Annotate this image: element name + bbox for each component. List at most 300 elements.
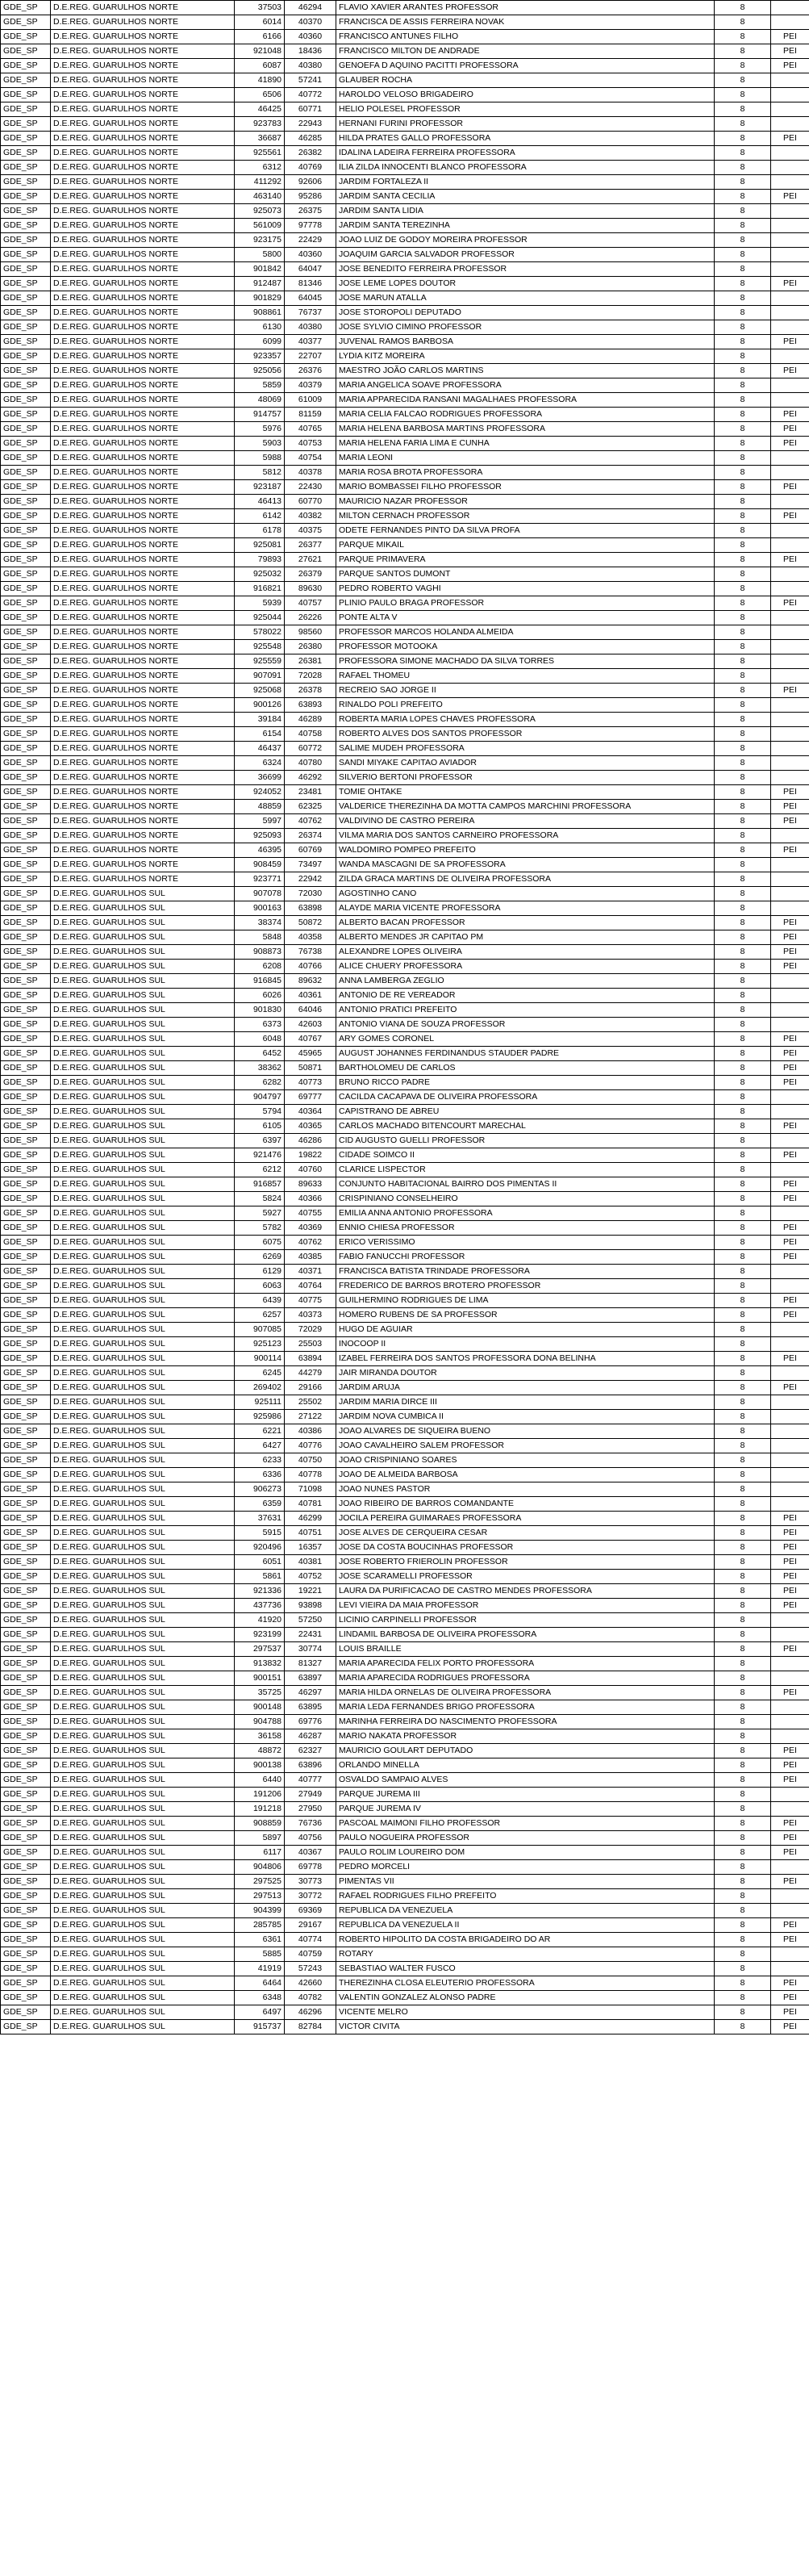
regional-directorate-cell: D.E.REG. GUARULHOS SUL [51, 1192, 235, 1206]
quantity-cell: 8 [715, 1700, 771, 1715]
school-name-cell: MARIA ANGELICA SOAVE PROFESSORA [336, 378, 715, 393]
unit-code-cell: 26374 [285, 829, 336, 843]
pei-flag-cell [771, 538, 809, 553]
school-code-cell: 924052 [235, 785, 285, 800]
unit-code-cell: 50872 [285, 916, 336, 930]
unit-code-cell: 40760 [285, 1163, 336, 1177]
school-code-cell: 35725 [235, 1686, 285, 1700]
network-cell: GDE_SP [1, 291, 51, 306]
pei-flag-cell [771, 654, 809, 669]
school-code-cell: 297525 [235, 1875, 285, 1889]
pei-flag-cell: PEI [771, 1294, 809, 1308]
school-name-cell: WANDA MASCAGNI DE SA PROFESSORA [336, 858, 715, 872]
pei-flag-cell [771, 611, 809, 625]
pei-flag-cell [771, 1439, 809, 1453]
table-row [1, 320, 809, 335]
table-row [1, 1206, 809, 1221]
unit-code-cell: 72030 [285, 887, 336, 901]
table-row [1, 1279, 809, 1294]
pei-flag-cell [771, 1410, 809, 1424]
regional-directorate-cell: D.E.REG. GUARULHOS NORTE [51, 509, 235, 524]
quantity-cell: 8 [715, 1512, 771, 1526]
quantity-cell: 8 [715, 422, 771, 437]
pei-flag-cell [771, 161, 809, 175]
pei-flag-cell: PEI [771, 277, 809, 291]
school-name-cell: REPUBLICA DA VENEZUELA II [336, 1918, 715, 1933]
unit-code-cell: 40762 [285, 1236, 336, 1250]
school-code-cell: 907085 [235, 1323, 285, 1337]
unit-code-cell: 40381 [285, 1555, 336, 1570]
pei-flag-cell: PEI [771, 335, 809, 349]
quantity-cell: 8 [715, 1148, 771, 1163]
table-row [1, 1555, 809, 1570]
network-cell: GDE_SP [1, 1134, 51, 1148]
school-name-cell: MARIA LEONI [336, 451, 715, 466]
pei-flag-cell: PEI [771, 785, 809, 800]
regional-directorate-cell: D.E.REG. GUARULHOS SUL [51, 1294, 235, 1308]
regional-directorate-cell: D.E.REG. GUARULHOS NORTE [51, 727, 235, 742]
school-code-cell: 6257 [235, 1308, 285, 1323]
table-row [1, 1700, 809, 1715]
quantity-cell: 8 [715, 901, 771, 916]
unit-code-cell: 46296 [285, 2005, 336, 2020]
school-name-cell: JARDIM SANTA CECILIA [336, 190, 715, 204]
quantity-cell: 8 [715, 1177, 771, 1192]
school-name-cell: CRISPINIANO CONSELHEIRO [336, 1192, 715, 1206]
school-code-cell: 925986 [235, 1410, 285, 1424]
network-cell: GDE_SP [1, 945, 51, 960]
school-name-cell: VALDERICE THEREZINHA DA MOTTA CAMPOS MARCHINI PROFESSORA [336, 800, 715, 814]
pei-flag-cell: PEI [771, 1236, 809, 1250]
quantity-cell: 8 [715, 1032, 771, 1047]
regional-directorate-cell: D.E.REG. GUARULHOS NORTE [51, 30, 235, 44]
network-cell: GDE_SP [1, 1947, 51, 1962]
unit-code-cell: 40379 [285, 378, 336, 393]
regional-directorate-cell: D.E.REG. GUARULHOS SUL [51, 989, 235, 1003]
unit-code-cell: 60769 [285, 843, 336, 858]
school-name-cell: PEDRO ROBERTO VAGHI [336, 582, 715, 596]
unit-code-cell: 40370 [285, 15, 336, 30]
unit-code-cell: 64045 [285, 291, 336, 306]
unit-code-cell: 98560 [285, 625, 336, 640]
table-row [1, 1613, 809, 1628]
unit-code-cell: 26377 [285, 538, 336, 553]
school-code-cell: 921048 [235, 44, 285, 59]
unit-code-cell: 63897 [285, 1671, 336, 1686]
quantity-cell: 8 [715, 1119, 771, 1134]
unit-code-cell: 63896 [285, 1758, 336, 1773]
regional-directorate-cell: D.E.REG. GUARULHOS NORTE [51, 698, 235, 713]
school-code-cell: 6233 [235, 1453, 285, 1468]
school-code-cell: 5988 [235, 451, 285, 466]
quantity-cell: 8 [715, 1482, 771, 1497]
pei-flag-cell [771, 1947, 809, 1962]
regional-directorate-cell: D.E.REG. GUARULHOS NORTE [51, 800, 235, 814]
table-row [1, 1, 809, 15]
network-cell: GDE_SP [1, 509, 51, 524]
school-code-cell: 900138 [235, 1758, 285, 1773]
unit-code-cell: 60770 [285, 495, 336, 509]
school-name-cell: SANDI MIYAKE CAPITAO AVIADOR [336, 756, 715, 771]
unit-code-cell: 89633 [285, 1177, 336, 1192]
pei-flag-cell [771, 1279, 809, 1294]
network-cell: GDE_SP [1, 611, 51, 625]
regional-directorate-cell: D.E.REG. GUARULHOS NORTE [51, 872, 235, 887]
table-row [1, 1526, 809, 1541]
quantity-cell: 8 [715, 1991, 771, 2005]
school-code-cell: 6026 [235, 989, 285, 1003]
school-code-cell: 925561 [235, 146, 285, 161]
school-name-cell: JOAO DE ALMEIDA BARBOSA [336, 1468, 715, 1482]
quantity-cell: 8 [715, 1860, 771, 1875]
network-cell: GDE_SP [1, 1148, 51, 1163]
table-row [1, 88, 809, 102]
table-row [1, 916, 809, 930]
regional-directorate-cell: D.E.REG. GUARULHOS NORTE [51, 59, 235, 73]
quantity-cell: 8 [715, 1192, 771, 1206]
school-name-cell: FRANCISCA DE ASSIS FERREIRA NOVAK [336, 15, 715, 30]
quantity-cell: 8 [715, 524, 771, 538]
unit-code-cell: 89630 [285, 582, 336, 596]
school-code-cell: 5800 [235, 248, 285, 262]
table-row [1, 930, 809, 945]
pei-flag-cell [771, 1700, 809, 1715]
school-name-cell: LICINIO CARPINELLI PROFESSOR [336, 1613, 715, 1628]
school-code-cell: 5903 [235, 437, 285, 451]
school-name-cell: MARIO BOMBASSEI FILHO PROFESSOR [336, 480, 715, 495]
regional-directorate-cell: D.E.REG. GUARULHOS SUL [51, 1962, 235, 1976]
network-cell: GDE_SP [1, 204, 51, 219]
regional-directorate-cell: D.E.REG. GUARULHOS NORTE [51, 132, 235, 146]
school-code-cell: 925056 [235, 364, 285, 378]
regional-directorate-cell: D.E.REG. GUARULHOS NORTE [51, 495, 235, 509]
regional-directorate-cell: D.E.REG. GUARULHOS SUL [51, 1860, 235, 1875]
pei-flag-cell [771, 320, 809, 335]
network-cell: GDE_SP [1, 1846, 51, 1860]
school-code-cell: 901842 [235, 262, 285, 277]
unit-code-cell: 19822 [285, 1148, 336, 1163]
regional-directorate-cell: D.E.REG. GUARULHOS SUL [51, 1700, 235, 1715]
school-name-cell: THEREZINHA CLOSA ELEUTERIO PROFESSORA [336, 1976, 715, 1991]
school-code-cell: 5859 [235, 378, 285, 393]
quantity-cell: 8 [715, 495, 771, 509]
quantity-cell: 8 [715, 1337, 771, 1352]
network-cell: GDE_SP [1, 1090, 51, 1105]
quantity-cell: 8 [715, 146, 771, 161]
regional-directorate-cell: D.E.REG. GUARULHOS NORTE [51, 756, 235, 771]
unit-code-cell: 46297 [285, 1686, 336, 1700]
table-row [1, 654, 809, 669]
table-row [1, 1831, 809, 1846]
quantity-cell: 8 [715, 872, 771, 887]
network-cell: GDE_SP [1, 1555, 51, 1570]
pei-flag-cell: PEI [771, 1846, 809, 1860]
regional-directorate-cell: D.E.REG. GUARULHOS SUL [51, 2005, 235, 2020]
school-list-body [1, 1, 809, 2034]
network-cell: GDE_SP [1, 1744, 51, 1758]
network-cell: GDE_SP [1, 1236, 51, 1250]
network-cell: GDE_SP [1, 1279, 51, 1294]
quantity-cell: 8 [715, 1308, 771, 1323]
pei-flag-cell [771, 393, 809, 408]
network-cell: GDE_SP [1, 1904, 51, 1918]
unit-code-cell: 40382 [285, 509, 336, 524]
school-code-cell: 923357 [235, 349, 285, 364]
pei-flag-cell: PEI [771, 1308, 809, 1323]
regional-directorate-cell: D.E.REG. GUARULHOS SUL [51, 1439, 235, 1453]
table-row [1, 495, 809, 509]
school-name-cell: HILDA PRATES GALLO PROFESSORA [336, 132, 715, 146]
regional-directorate-cell: D.E.REG. GUARULHOS SUL [51, 1279, 235, 1294]
network-cell: GDE_SP [1, 1875, 51, 1889]
school-name-cell: CLARICE LISPECTOR [336, 1163, 715, 1177]
table-row [1, 1410, 809, 1424]
regional-directorate-cell: D.E.REG. GUARULHOS SUL [51, 974, 235, 989]
unit-code-cell: 46287 [285, 1729, 336, 1744]
quantity-cell: 8 [715, 1439, 771, 1453]
unit-code-cell: 60771 [285, 102, 336, 117]
table-row [1, 1788, 809, 1802]
school-name-cell: JARDIM FORTALEZA II [336, 175, 715, 190]
regional-directorate-cell: D.E.REG. GUARULHOS SUL [51, 1236, 235, 1250]
school-code-cell: 48859 [235, 800, 285, 814]
pei-flag-cell: PEI [771, 437, 809, 451]
regional-directorate-cell: D.E.REG. GUARULHOS SUL [51, 1381, 235, 1395]
regional-directorate-cell: D.E.REG. GUARULHOS NORTE [51, 219, 235, 233]
quantity-cell: 8 [715, 1453, 771, 1468]
regional-directorate-cell: D.E.REG. GUARULHOS NORTE [51, 15, 235, 30]
school-name-cell: ERICO VERISSIMO [336, 1236, 715, 1250]
school-code-cell: 46437 [235, 742, 285, 756]
table-row [1, 1686, 809, 1700]
school-name-cell: ANTONIO DE RE VEREADOR [336, 989, 715, 1003]
network-cell: GDE_SP [1, 88, 51, 102]
unit-code-cell: 40360 [285, 30, 336, 44]
network-cell: GDE_SP [1, 408, 51, 422]
regional-directorate-cell: D.E.REG. GUARULHOS SUL [51, 1061, 235, 1076]
school-code-cell: 6063 [235, 1279, 285, 1294]
school-name-cell: CAPISTRANO DE ABREU [336, 1105, 715, 1119]
regional-directorate-cell: D.E.REG. GUARULHOS NORTE [51, 611, 235, 625]
table-row [1, 945, 809, 960]
regional-directorate-cell: D.E.REG. GUARULHOS SUL [51, 1410, 235, 1424]
pei-flag-cell [771, 1628, 809, 1642]
unit-code-cell: 76737 [285, 306, 336, 320]
pei-flag-cell [771, 262, 809, 277]
unit-code-cell: 42660 [285, 1976, 336, 1991]
quantity-cell: 8 [715, 88, 771, 102]
table-row [1, 408, 809, 422]
school-name-cell: EMILIA ANNA ANTONIO PROFESSORA [336, 1206, 715, 1221]
unit-code-cell: 26381 [285, 654, 336, 669]
pei-flag-cell [771, 1424, 809, 1439]
quantity-cell: 8 [715, 349, 771, 364]
table-row [1, 1671, 809, 1686]
unit-code-cell: 63895 [285, 1700, 336, 1715]
pei-flag-cell [771, 887, 809, 901]
unit-code-cell: 40373 [285, 1308, 336, 1323]
quantity-cell: 8 [715, 1947, 771, 1962]
network-cell: GDE_SP [1, 654, 51, 669]
regional-directorate-cell: D.E.REG. GUARULHOS NORTE [51, 567, 235, 582]
quantity-cell: 8 [715, 1642, 771, 1657]
unit-code-cell: 40377 [285, 335, 336, 349]
network-cell: GDE_SP [1, 1453, 51, 1468]
quantity-cell: 8 [715, 393, 771, 408]
pei-flag-cell: PEI [771, 553, 809, 567]
school-name-cell: FREDERICO DE BARROS BROTERO PROFESSOR [336, 1279, 715, 1294]
quantity-cell: 8 [715, 640, 771, 654]
table-row [1, 785, 809, 800]
unit-code-cell: 40765 [285, 422, 336, 437]
table-row [1, 480, 809, 495]
school-code-cell: 6142 [235, 509, 285, 524]
quantity-cell: 8 [715, 1933, 771, 1947]
regional-directorate-cell: D.E.REG. GUARULHOS SUL [51, 1904, 235, 1918]
quantity-cell: 8 [715, 1279, 771, 1294]
network-cell: GDE_SP [1, 1918, 51, 1933]
pei-flag-cell [771, 698, 809, 713]
unit-code-cell: 63893 [285, 698, 336, 713]
quantity-cell: 8 [715, 1599, 771, 1613]
pei-flag-cell [771, 1163, 809, 1177]
pei-flag-cell: PEI [771, 1744, 809, 1758]
network-cell: GDE_SP [1, 829, 51, 843]
table-row [1, 175, 809, 190]
school-name-cell: ALBERTO BACAN PROFESSOR [336, 916, 715, 930]
quantity-cell: 8 [715, 1918, 771, 1933]
unit-code-cell: 30773 [285, 1875, 336, 1889]
table-row [1, 204, 809, 219]
quantity-cell: 8 [715, 1904, 771, 1918]
table-row [1, 291, 809, 306]
table-row [1, 843, 809, 858]
network-cell: GDE_SP [1, 887, 51, 901]
regional-directorate-cell: D.E.REG. GUARULHOS NORTE [51, 771, 235, 785]
school-code-cell: 5885 [235, 1947, 285, 1962]
school-code-cell: 906273 [235, 1482, 285, 1497]
regional-directorate-cell: D.E.REG. GUARULHOS SUL [51, 1555, 235, 1570]
quantity-cell: 8 [715, 1715, 771, 1729]
quantity-cell: 8 [715, 1584, 771, 1599]
unit-code-cell: 64047 [285, 262, 336, 277]
unit-code-cell: 76738 [285, 945, 336, 960]
regional-directorate-cell: D.E.REG. GUARULHOS NORTE [51, 625, 235, 640]
regional-directorate-cell: D.E.REG. GUARULHOS NORTE [51, 466, 235, 480]
quantity-cell: 8 [715, 30, 771, 44]
quantity-cell: 8 [715, 2005, 771, 2020]
school-code-cell: 904806 [235, 1860, 285, 1875]
pei-flag-cell [771, 1018, 809, 1032]
pei-flag-cell: PEI [771, 1061, 809, 1076]
table-row [1, 2005, 809, 2020]
pei-flag-cell [771, 15, 809, 30]
regional-directorate-cell: D.E.REG. GUARULHOS SUL [51, 1337, 235, 1352]
school-code-cell: 6117 [235, 1846, 285, 1860]
regional-directorate-cell: D.E.REG. GUARULHOS NORTE [51, 538, 235, 553]
pei-flag-cell: PEI [771, 945, 809, 960]
regional-directorate-cell: D.E.REG. GUARULHOS NORTE [51, 654, 235, 669]
quantity-cell: 8 [715, 509, 771, 524]
pei-flag-cell: PEI [771, 1758, 809, 1773]
pei-flag-cell: PEI [771, 1599, 809, 1613]
school-name-cell: ODETE FERNANDES PINTO DA SILVA PROFA [336, 524, 715, 538]
pei-flag-cell [771, 233, 809, 248]
unit-code-cell: 29167 [285, 1918, 336, 1933]
school-code-cell: 5848 [235, 930, 285, 945]
quantity-cell: 8 [715, 945, 771, 960]
school-code-cell: 925093 [235, 829, 285, 843]
pei-flag-cell: PEI [771, 190, 809, 204]
school-code-cell: 6452 [235, 1047, 285, 1061]
school-code-cell: 6312 [235, 161, 285, 175]
table-row [1, 989, 809, 1003]
regional-directorate-cell: D.E.REG. GUARULHOS NORTE [51, 117, 235, 132]
network-cell: GDE_SP [1, 1526, 51, 1541]
network-cell: GDE_SP [1, 1686, 51, 1700]
unit-code-cell: 16357 [285, 1541, 336, 1555]
unit-code-cell: 64046 [285, 1003, 336, 1018]
table-row [1, 1308, 809, 1323]
table-row [1, 15, 809, 30]
school-name-cell: CIDADE SOIMCO II [336, 1148, 715, 1163]
table-row [1, 727, 809, 742]
network-cell: GDE_SP [1, 1221, 51, 1236]
school-name-cell: FRANCISCO MILTON DE ANDRADE [336, 44, 715, 59]
school-name-cell: SALIME MUDEH PROFESSORA [336, 742, 715, 756]
table-row [1, 1323, 809, 1337]
network-cell: GDE_SP [1, 1105, 51, 1119]
pei-flag-cell: PEI [771, 960, 809, 974]
regional-directorate-cell: D.E.REG. GUARULHOS SUL [51, 1163, 235, 1177]
pei-flag-cell [771, 1366, 809, 1381]
pei-flag-cell [771, 756, 809, 771]
network-cell: GDE_SP [1, 1003, 51, 1018]
network-cell: GDE_SP [1, 538, 51, 553]
network-cell: GDE_SP [1, 858, 51, 872]
school-name-cell: AGOSTINHO CANO [336, 887, 715, 901]
school-code-cell: 46413 [235, 495, 285, 509]
network-cell: GDE_SP [1, 872, 51, 887]
school-code-cell: 6497 [235, 2005, 285, 2020]
regional-directorate-cell: D.E.REG. GUARULHOS NORTE [51, 596, 235, 611]
regional-directorate-cell: D.E.REG. GUARULHOS SUL [51, 1817, 235, 1831]
school-code-cell: 5824 [235, 1192, 285, 1206]
quantity-cell: 8 [715, 1628, 771, 1642]
school-name-cell: BARTHOLOMEU DE CARLOS [336, 1061, 715, 1076]
unit-code-cell: 60772 [285, 742, 336, 756]
pei-flag-cell: PEI [771, 814, 809, 829]
unit-code-cell: 63894 [285, 1352, 336, 1366]
network-cell: GDE_SP [1, 1032, 51, 1047]
unit-code-cell: 40358 [285, 930, 336, 945]
regional-directorate-cell: D.E.REG. GUARULHOS SUL [51, 1947, 235, 1962]
network-cell: GDE_SP [1, 1512, 51, 1526]
table-row [1, 771, 809, 785]
quantity-cell: 8 [715, 1105, 771, 1119]
school-code-cell: 5915 [235, 1526, 285, 1541]
school-code-cell: 908861 [235, 306, 285, 320]
school-name-cell: JOAQUIM GARCIA SALVADOR PROFESSOR [336, 248, 715, 262]
network-cell: GDE_SP [1, 1860, 51, 1875]
school-name-cell: JARDIM SANTA LIDIA [336, 204, 715, 219]
school-name-cell: HUGO DE AGUIAR [336, 1323, 715, 1337]
quantity-cell: 8 [715, 1018, 771, 1032]
school-code-cell: 41919 [235, 1962, 285, 1976]
unit-code-cell: 40772 [285, 88, 336, 102]
pei-flag-cell [771, 378, 809, 393]
regional-directorate-cell: D.E.REG. GUARULHOS NORTE [51, 146, 235, 161]
